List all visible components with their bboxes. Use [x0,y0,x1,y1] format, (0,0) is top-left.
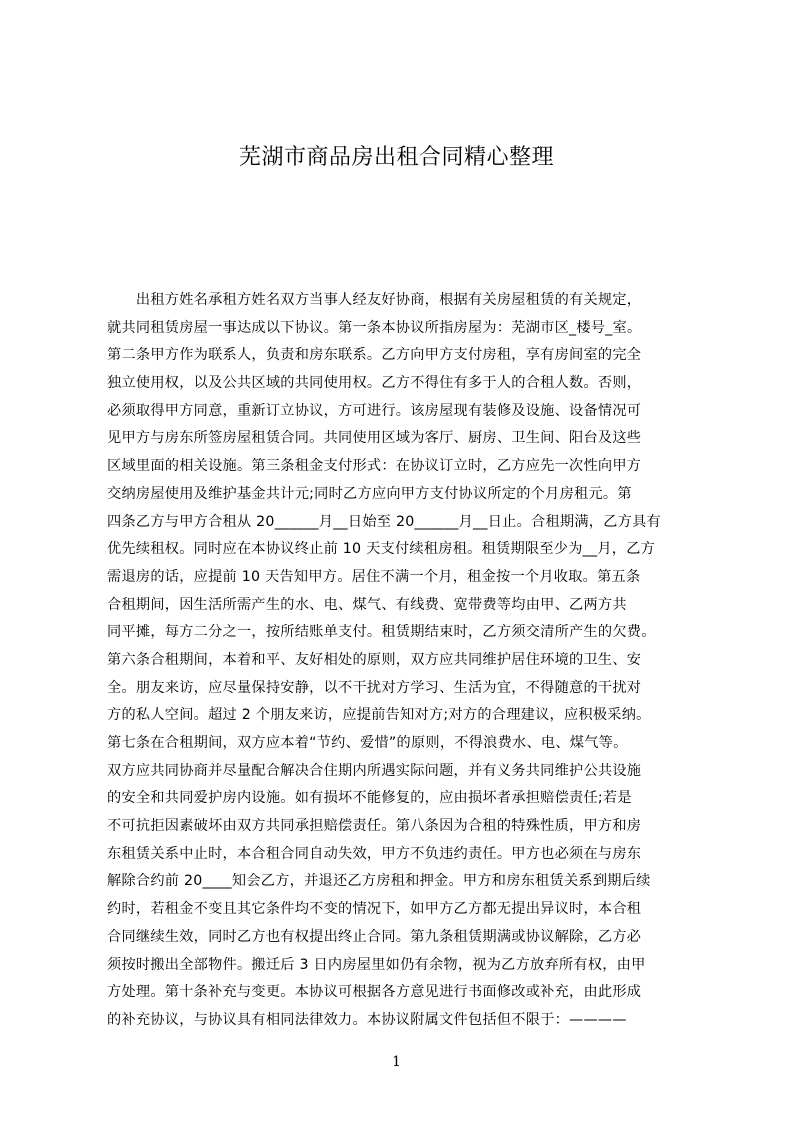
body-line: 双方应共同协商并尽量配合解决合住期内所遇实际问题，并有义务共同维护公共设施 [107,762,642,779]
body-line: 优先续租权。同时应在本协议终止前 10 天支付续租房租。租赁期限至少为__月，乙方 [107,541,656,558]
body-line: 不可抗拒因素破坏由双方共同承担赔偿责任。第八条因为合租的特殊性质，甲方和房 [107,818,642,835]
body-line: 第二条甲方作为联系人，负责和房东联系。乙方向甲方支付房租，享有房间室的完全 [107,347,642,364]
body-line: 需退房的话，应提前 10 天告知甲方。居住不满一个月，租金按一个月收取。第五条 [107,568,641,585]
body-line: 区域里面的相关设施。第三条租金支付形式：在协议订立时，乙方应先一次性向甲方 [107,458,642,475]
body-line: 方的私人空间。超过 2 个朋友来访，应提前告知对方;对方的合理建议，应积极采纳。 [107,707,651,724]
body-line: 约时，若租金不变且其它条件均不变的情况下，如甲方乙方都无提出异议时，本合租 [107,901,642,918]
body-line: 独立使用权，以及公共区域的共同使用权。乙方不得住有多于人的合租人数。否则， [107,375,642,392]
body-line: 须按时搬出全部物件。搬迁后 3 日内房屋里如仍有余物，视为乙方放弃所有权，由甲 [107,956,646,973]
body-line: 见甲方与房东所签房屋租赁合同。共同使用区域为客厅、厨房、卫生间、阳台及这些 [107,430,642,447]
body-line: 就共同租赁房屋一事达成以下协议。第一条本协议所指房屋为：芜湖市区_楼号_室。 [107,319,642,336]
body-line: 方处理。第十条补充与变更。本协议可根据各方意见进行书面修改或补充，由此形成 [107,984,642,1001]
body-line: 交纳房屋使用及维护基金共计元;同时乙方应向甲方支付协议所定的个月房租元。第 [107,485,632,502]
body-line: 的安全和共同爱护房内设施。如有损坏不能修复的，应由损坏者承担赔偿责任;若是 [107,790,632,807]
body-line: 同平摊，每方二分之一，按所结账单支付。租赁期结束时，乙方须交清所产生的欠费。 [107,624,656,641]
body-line: 第六条合租期间，本着和平、友好相处的原则，双方应共同维护居住环境的卫生、安 [107,651,642,668]
body-line: 解除合约前 20____知会乙方，并退还乙方房租和押金。甲方和房东租赁关系到期后续 [107,873,651,890]
body-line: 合租期间，因生活所需产生的水、电、煤气、有线费、宽带费等均由甲、乙两方共 [107,596,627,613]
body-line: 必须取得甲方同意，重新订立协议，方可进行。该房屋现有装修及设施、设备情况可 [107,402,642,419]
body-line: 全。朋友来访，应尽量保持安静，以不干扰对方学习、生活为宜，不得随意的干扰对 [107,679,642,696]
page-number: 1 [392,1054,401,1070]
contract-body [107,287,697,1042]
body-line: 四条乙方与甲方合租从 20______月__日始至 20______月__日止。合租期满，乙方具有 [107,513,661,530]
body-line: 合同继续生效，同时乙方也有权提出终止合同。第九条租赁期满或协议解除，乙方必 [107,928,642,945]
body-line: 出租方姓名承租方姓名双方当事人经友好协商，根据有关房屋租赁的有关规定， [107,292,642,308]
page-title: 芜湖市商品房出租合同精心整理 [238,145,554,170]
body-line: 东租赁关系中止时，本合租合同自动失效，甲方不负违约责任。甲方也必须在与房东 [107,845,642,862]
body-line: 的补充协议，与协议具有相同法律效力。本协议附属文件包括但不限于：———— [107,1011,627,1028]
body-line: 第七条在合租期间，双方应本着“节约、爱惜”的原则，不得浪费水、电、煤气等。 [107,735,628,751]
